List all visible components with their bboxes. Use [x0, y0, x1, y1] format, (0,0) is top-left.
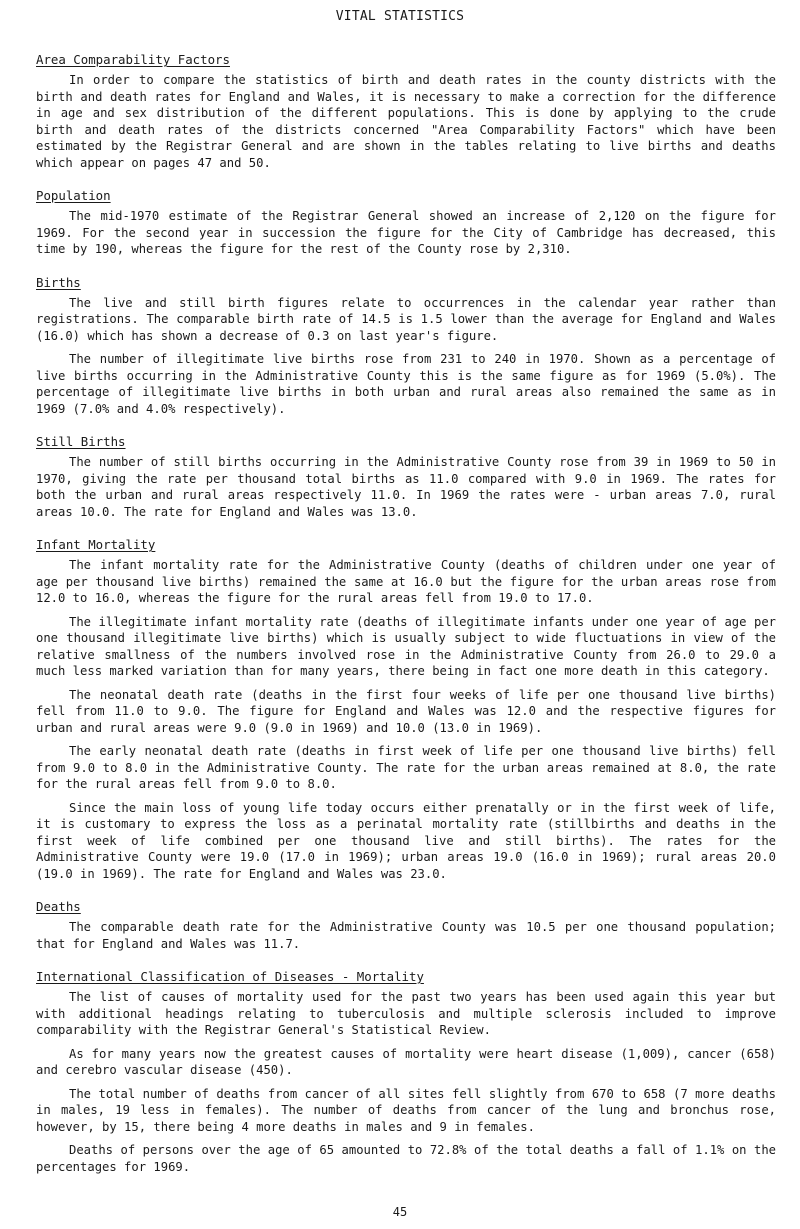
section-heading: Area Comparability Factors — [36, 52, 230, 67]
section-classification-mortality — [36, 969, 776, 1175]
paragraph: The early neonatal death rate (deaths in first week of life per one thousand live births) fell from 9.0 to 8.0 in the Administrative County. The rate for the urban areas remained at 8.0, the rate for the rural areas fell from 9.0 to 8.0. — [36, 744, 776, 791]
paragraph: Since the main loss of young life today occurs either prenatally or in the first week of life, it is customary to express the loss as a perinatal mortality rate (stillbirths and deaths in the first week of life combined per one thousand live and still births). The rates for the Administrative County were 19.0 (17.0 in 1969); urban areas 19.0 (16.0 in 1969); rural areas 20.0 (19.0 in 1969). The rate for England and Wales was 23.0. — [36, 800, 776, 881]
paragraph: Deaths of persons over the age of 65 amounted to 72.8% of the total deaths a fall of 1.1% on the percentages for 1969. — [36, 1143, 776, 1174]
paragraph: The comparable death rate for the Administrative County was 10.5 per one thousand population; that for England and Wales was 11.7. — [36, 920, 776, 951]
section-heading: Population — [36, 188, 111, 203]
document-body — [36, 52, 776, 1192]
paragraph: The illegitimate infant mortality rate (deaths of illegitimate infants under one year of age per one thousand illegitimate live births) which is usually subject to wide fluctuations in view of the relative smallness of the numbers involved rose in the Administrative County from 26.0 to 29.0 a much less marked variation than for many years, there being in fact one more death in this category. — [36, 614, 776, 678]
section-area-comparability — [36, 52, 776, 171]
paragraph: The mid-1970 estimate of the Registrar General showed an increase of 2,120 on the figure for 1969. For the second year in succession the figure for the City of Cambridge has decreased, this time by 190, whereas the figure for the rest of the County rose by 2,310. — [36, 209, 776, 256]
section-deaths — [36, 899, 776, 952]
paragraph: The number of illegitimate live births rose from 231 to 240 in 1970. Shown as a percentage of live births occurring in the Administrative County this is the same figure as for 1969 (5.0%). The percentage of illegitimate live births in both urban and rural areas also remained the same as in 1969 (7.0% and 4.0% respectively). — [36, 352, 776, 416]
section-heading: Births — [36, 274, 81, 290]
section-heading: Infant Mortality — [36, 537, 156, 552]
paragraph: The number of still births occurring in the Administrative County rose from 39 in 1969 to 50 in 1970, giving the rate per thousand total births as 11.0 compared with 9.0 in 1969. The rates for both the urban and rural areas respectively 11.0. In 1969 the rates were - urban areas 7.0, rural areas 10.0. The rate for England and Wales was 13.0. — [36, 455, 776, 519]
page-number: 45 — [392, 1205, 408, 1219]
paragraph: As for many years now the greatest causes of mortality were heart disease (1,009), cancer (658) and cerebro vascular disease (450). — [36, 1046, 776, 1077]
section-births — [36, 275, 776, 418]
section-heading: International Classification of Diseases - Mortality — [36, 969, 424, 984]
paragraph: The total number of deaths from cancer of all sites fell slightly from 670 to 658 (7 more deaths in males, 19 less in females). The number of deaths from cancer of the lung and bronchus rose, however, by 15, there being 4 more deaths in males and 9 in females. — [36, 1086, 776, 1134]
section-infant-mortality — [36, 537, 776, 882]
section-population — [36, 188, 776, 258]
section-heading: Still Births — [36, 434, 126, 449]
page-title: VITAL STATISTICS — [335, 9, 465, 24]
section-heading: Deaths — [36, 899, 81, 914]
paragraph: The live and still birth figures relate to occurrences in the calendar year rather than registrations. The comparable birth rate of 14.5 is 1.5 lower than the average for England and Wales (16.0) which has shown a decrease of 0.3 on last year's figure. — [36, 295, 776, 343]
paragraph: The list of causes of mortality used for the past two years has been used again this year but with additional headings relating to tuberculosis and multiple sclerosis included to improve comparability with the Registrar General's Statistical Review. — [36, 990, 776, 1037]
section-still-births — [36, 434, 776, 520]
paragraph: The infant mortality rate for the Administrative County (deaths of children under one year of age per thousand live births) remained the same at 16.0 but the figure for the urban areas rose from 12.0 to 16.0, whereas the figure for the rural areas fell from 19.0 to 17.0. — [36, 558, 776, 605]
paragraph: The neonatal death rate (deaths in the first four weeks of life per one thousand live births) fell from 11.0 to 9.0. The figure for England and Wales was 12.0 and the respective figures for urban and rural areas were 9.0 (9.0 in 1969) and 10.0 (13.0 in 1969). — [36, 687, 776, 735]
paragraph: In order to compare the statistics of birth and death rates in the county districts with the birth and death rates for England and Wales, it is necessary to make a correction for the difference in age and sex distribution of the different populations. This is done by applying to the crude birth and death rates of the districts concerned "Area Comparability Factors" which have been estimated by the Registrar General and are shown in the tables relating to live births and deaths which appear on pages 47 and 50. — [36, 73, 776, 170]
